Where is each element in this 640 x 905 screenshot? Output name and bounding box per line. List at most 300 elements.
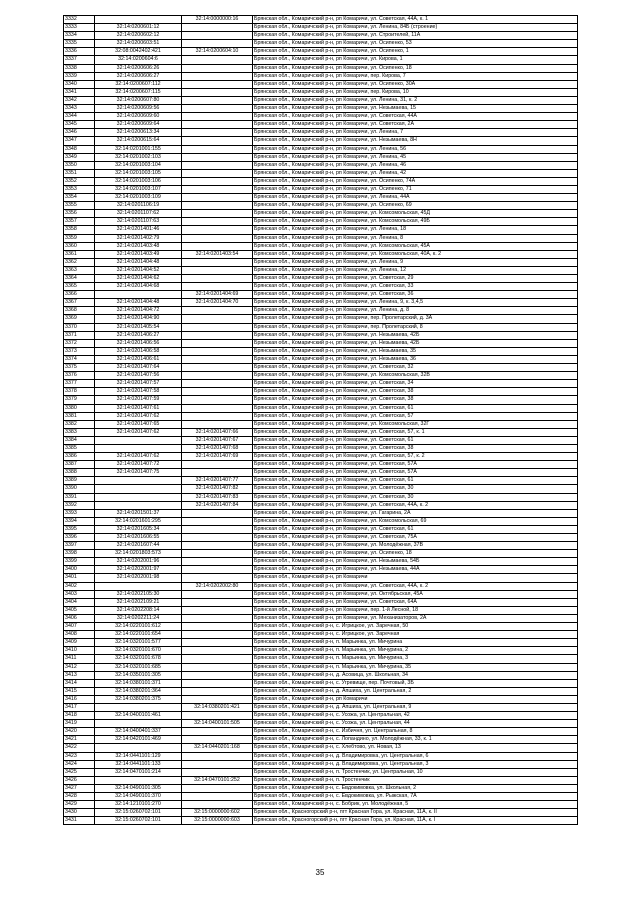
parcel-number-cell: 32:14:0201605:34 xyxy=(95,525,182,533)
object-number-cell xyxy=(182,258,253,266)
row-number-cell: 3340 xyxy=(64,80,95,88)
object-number-cell xyxy=(182,121,253,129)
address-cell: Брянская обл., Комаричский р-н, п. Тростенчик, ул. Центральная, 10 xyxy=(253,768,578,776)
row-number-cell: 3393 xyxy=(64,509,95,517)
row-number-cell: 3383 xyxy=(64,428,95,436)
table-row xyxy=(64,202,578,210)
table-row xyxy=(64,412,578,420)
row-number-cell: 3384 xyxy=(64,436,95,444)
address-cell: Брянская обл., Комаричский р-н, рп Комаричи, ул. Осипенко, 18 xyxy=(253,550,578,558)
address-cell: Брянская обл., Комаричский р-н, рп Комаричи, ул. Советская, 57 xyxy=(253,412,578,420)
parcel-number-cell xyxy=(95,720,182,728)
parcel-number-cell: 32:14:0201407:61 xyxy=(95,404,182,412)
row-number-cell: 3342 xyxy=(64,96,95,104)
table-row xyxy=(64,347,578,355)
parcel-number-cell: 32:14:0201404:48 xyxy=(95,258,182,266)
row-number-cell: 3417 xyxy=(64,703,95,711)
parcel-number-cell: 32:14:0201407:57 xyxy=(95,380,182,388)
table-row xyxy=(64,105,578,113)
object-number-cell xyxy=(182,801,253,809)
parcel-number-cell: 32:14:0350101:305 xyxy=(95,671,182,679)
table-row xyxy=(64,574,578,582)
cadastral-table xyxy=(63,15,578,825)
address-cell: Брянская обл., Комаричский р-н, рп Комаричи, ул. Ленина, 12 xyxy=(253,266,578,274)
address-cell: Брянская обл., Комаричский р-н, п. Марьинка, ул. Мичурина xyxy=(253,639,578,647)
parcel-number-cell: 32:14:0200615:64 xyxy=(95,137,182,145)
table-row xyxy=(64,703,578,711)
row-number-cell: 3402 xyxy=(64,582,95,590)
row-number-cell: 3392 xyxy=(64,501,95,509)
object-number-cell xyxy=(182,80,253,88)
address-cell: Брянская обл., Красногорский р-н, пгт Красная Гора, ул. Красная, 11А, к. I xyxy=(253,817,578,825)
table-row xyxy=(64,736,578,744)
address-cell: Брянская обл., Комаричский р-н, рп Комаричи, ул. Комсомольская, 32Г xyxy=(253,420,578,428)
row-number-cell: 3403 xyxy=(64,590,95,598)
object-number-cell xyxy=(182,614,253,622)
address-cell: Брянская обл., Комаричский р-н, д. Апшиха, ул. Центральная, 9 xyxy=(253,703,578,711)
parcel-number-cell: 32:14:0220101:612 xyxy=(95,623,182,631)
object-number-cell xyxy=(182,655,253,663)
table-row xyxy=(64,590,578,598)
object-number-cell xyxy=(182,266,253,274)
address-cell: Брянская обл., Комаричский р-н, рп Комаричи, ул. Незымаева, 15 xyxy=(253,105,578,113)
table-row xyxy=(64,404,578,412)
address-cell: Брянская обл., Комаричский р-н, с. Игрицкое, ул. Заречная, 50 xyxy=(253,623,578,631)
object-number-cell xyxy=(182,679,253,687)
address-cell: Брянская обл., Комаричский р-н, рп Комаричи, пер. Пролетарский, 8 xyxy=(253,323,578,331)
object-number-cell xyxy=(182,40,253,48)
table-row xyxy=(64,566,578,574)
table-row xyxy=(64,469,578,477)
address-cell: Брянская обл., Комаричский р-н, рп Комаричи, ул. Советская, 30 xyxy=(253,485,578,493)
object-number-cell xyxy=(182,32,253,40)
parcel-number-cell: 32:14:0202211:24 xyxy=(95,614,182,622)
address-cell: Брянская обл., Комаричский р-н, рп Комаричи, ул. Советская, 38 xyxy=(253,444,578,452)
table-row xyxy=(64,24,578,32)
object-number-cell xyxy=(182,525,253,533)
row-number-cell: 3371 xyxy=(64,331,95,339)
address-cell: Брянская обл., Комаричский р-н, рп Комаричи, ул. Незымаева, 42Б xyxy=(253,339,578,347)
parcel-number-cell: 32:14:0200607:115 xyxy=(95,88,182,96)
table-row xyxy=(64,461,578,469)
table-row xyxy=(64,169,578,177)
table-row xyxy=(64,32,578,40)
parcel-number-cell: 32:14:0200609:60 xyxy=(95,113,182,121)
parcel-number-cell: 32:14:0201107:63 xyxy=(95,218,182,226)
address-cell: Брянская обл., Комаричский р-н, д. Владимировка, ул. Центральная, 6 xyxy=(253,752,578,760)
address-cell: Брянская обл., Комаричский р-н, рп Комаричи, ул. Комсомольская, 49Б xyxy=(253,218,578,226)
row-number-cell: 3385 xyxy=(64,444,95,452)
object-number-cell xyxy=(182,177,253,185)
address-cell: Брянская обл., Комаричский р-н, рп Комаричи, ул. Незымаева, 36 xyxy=(253,355,578,363)
row-number-cell: 3364 xyxy=(64,275,95,283)
parcel-number-cell xyxy=(95,485,182,493)
address-cell: Брянская обл., Комаричский р-н, рп Комаричи, ул. Осипенко, 53 xyxy=(253,40,578,48)
parcel-number-cell: 32:14:0201407:59 xyxy=(95,396,182,404)
parcel-number-cell: 32:14:0200601:12 xyxy=(95,24,182,32)
table-row xyxy=(64,96,578,104)
parcel-number-cell: 32:14:0320101:685 xyxy=(95,663,182,671)
address-cell: Брянская обл., Комаричский р-н, рп Комаричи, ул. Строителей, 11А xyxy=(253,32,578,40)
object-number-cell xyxy=(182,469,253,477)
object-number-cell: 32:15:0000000:603 xyxy=(182,817,253,825)
row-number-cell: 3405 xyxy=(64,606,95,614)
address-cell: Брянская обл., Комаричский р-н, рп Комаричи, ул. Советская, 34 xyxy=(253,380,578,388)
table-row xyxy=(64,299,578,307)
table-row xyxy=(64,16,578,24)
parcel-number-cell xyxy=(95,16,182,24)
object-number-cell: 32:14:0201407:77 xyxy=(182,477,253,485)
table-row xyxy=(64,768,578,776)
object-number-cell xyxy=(182,315,253,323)
row-number-cell: 3407 xyxy=(64,623,95,631)
row-number-cell: 3380 xyxy=(64,404,95,412)
parcel-number-cell: 32:14:0200604:6 xyxy=(95,56,182,64)
row-number-cell: 3369 xyxy=(64,315,95,323)
object-number-cell xyxy=(182,550,253,558)
table-row xyxy=(64,793,578,801)
parcel-number-cell: 32:14:0490101:305 xyxy=(95,784,182,792)
parcel-number-cell: 32:14:0200606:27 xyxy=(95,72,182,80)
parcel-number-cell: 32:14:0201404:62 xyxy=(95,275,182,283)
parcel-number-cell xyxy=(95,477,182,485)
parcel-number-cell: 32:14:1210101:270 xyxy=(95,801,182,809)
table-row xyxy=(64,331,578,339)
row-number-cell: 3427 xyxy=(64,784,95,792)
parcel-number-cell: 32:14:0441101:133 xyxy=(95,760,182,768)
parcel-number-cell: 32:14:0320101:577 xyxy=(95,639,182,647)
address-cell: Брянская обл., Комаричский р-н, рп Комаричи, ул. Советская, 38 xyxy=(253,388,578,396)
parcel-number-cell xyxy=(95,291,182,299)
object-number-cell xyxy=(182,194,253,202)
row-number-cell: 3350 xyxy=(64,161,95,169)
parcel-number-cell: 32:14:0201003:105 xyxy=(95,169,182,177)
table-row xyxy=(64,380,578,388)
address-cell: Брянская обл., Комаричский р-н, рп Комаричи, ул. Советская, 44А, к. 2 xyxy=(253,582,578,590)
object-number-cell: 32:14:0201403:54 xyxy=(182,250,253,258)
address-cell: Брянская обл., Комаричский р-н, с. Усожа, ул. Центральная, 44 xyxy=(253,720,578,728)
table-row xyxy=(64,744,578,752)
address-cell: Брянская обл., Комаричский р-н, рп Комаричи, ул. Ленина, 44А xyxy=(253,194,578,202)
object-number-cell xyxy=(182,161,253,169)
object-number-cell xyxy=(182,420,253,428)
table-row xyxy=(64,355,578,363)
object-number-cell xyxy=(182,24,253,32)
address-cell: Брянская обл., Комаричский р-н, рп Комаричи, пер. Кирова, 10 xyxy=(253,88,578,96)
table-row xyxy=(64,712,578,720)
object-number-cell: 32:14:0380201:421 xyxy=(182,703,253,711)
row-number-cell: 3363 xyxy=(64,266,95,274)
object-number-cell xyxy=(182,185,253,193)
address-cell: Брянская обл., Комаричский р-н, п. Марьинка, ул. Мичурина, 2 xyxy=(253,647,578,655)
document-sheet xyxy=(63,15,578,825)
parcel-number-cell: 32:14:0201501:37 xyxy=(95,509,182,517)
address-cell: Брянская обл., Комаричский р-н, рп Комаричи, ул. Советская, 30 xyxy=(253,493,578,501)
table-row xyxy=(64,817,578,825)
parcel-number-cell: 32:15:0260702:101 xyxy=(95,809,182,817)
table-row xyxy=(64,210,578,218)
parcel-number-cell: 32:14:0200607:112 xyxy=(95,80,182,88)
row-number-cell: 3397 xyxy=(64,542,95,550)
table-row xyxy=(64,752,578,760)
object-number-cell xyxy=(182,404,253,412)
table-row xyxy=(64,598,578,606)
object-number-cell: 32:14:0201407:69 xyxy=(182,453,253,461)
table-row xyxy=(64,129,578,137)
row-number-cell: 3353 xyxy=(64,185,95,193)
object-number-cell xyxy=(182,590,253,598)
row-number-cell: 3404 xyxy=(64,598,95,606)
table-row xyxy=(64,420,578,428)
address-cell: Брянская обл., Комаричский р-н, рп Комаричи, пер. Кирова, 7 xyxy=(253,72,578,80)
address-cell: Брянская обл., Комаричский р-н, рп Комаричи, ул. Ленина, 46 xyxy=(253,161,578,169)
parcel-number-cell: 32:14:0200602:12 xyxy=(95,32,182,40)
table-row xyxy=(64,509,578,517)
object-number-cell xyxy=(182,234,253,242)
parcel-number-cell: 32:14:0201803:573 xyxy=(95,550,182,558)
row-number-cell: 3419 xyxy=(64,720,95,728)
object-number-cell xyxy=(182,631,253,639)
object-number-cell: 32:14:0201407:68 xyxy=(182,444,253,452)
table-row xyxy=(64,655,578,663)
table-row xyxy=(64,695,578,703)
address-cell: Брянская обл., Комаричский р-н, с. Евдокимовка, ул. Школьная, 2 xyxy=(253,784,578,792)
address-cell: Брянская обл., Комаричский р-н, рп Комаричи, ул. Осипенко, 69 xyxy=(253,202,578,210)
row-number-cell: 3408 xyxy=(64,631,95,639)
row-number-cell: 3416 xyxy=(64,695,95,703)
table-row xyxy=(64,582,578,590)
parcel-number-cell: 32:14:0201003:107 xyxy=(95,185,182,193)
parcel-number-cell: 32:14:0201407:56 xyxy=(95,372,182,380)
table-row xyxy=(64,153,578,161)
row-number-cell: 3430 xyxy=(64,809,95,817)
parcel-number-cell: 32:14:0202109:21 xyxy=(95,598,182,606)
object-number-cell xyxy=(182,663,253,671)
table-row xyxy=(64,194,578,202)
table-row xyxy=(64,242,578,250)
row-number-cell: 3333 xyxy=(64,24,95,32)
table-row xyxy=(64,291,578,299)
object-number-cell xyxy=(182,202,253,210)
object-number-cell xyxy=(182,396,253,404)
object-number-cell xyxy=(182,355,253,363)
row-number-cell: 3389 xyxy=(64,477,95,485)
object-number-cell xyxy=(182,226,253,234)
table-row xyxy=(64,266,578,274)
object-number-cell xyxy=(182,137,253,145)
address-cell: Брянская обл., Комаричский р-н, п. Тростенчик xyxy=(253,776,578,784)
table-row xyxy=(64,453,578,461)
object-number-cell: 32:14:0201404:70 xyxy=(182,299,253,307)
parcel-number-cell: 32:14:0200606:26 xyxy=(95,64,182,72)
object-number-cell: 32:14:0000000:16 xyxy=(182,16,253,24)
parcel-number-cell: 32:14:0201002:103 xyxy=(95,153,182,161)
object-number-cell xyxy=(182,461,253,469)
parcel-number-cell: 32:14:0202001:96 xyxy=(95,558,182,566)
parcel-number-cell: 32:14:0201407:64 xyxy=(95,364,182,372)
address-cell: Брянская обл., Комаричский р-н, с. Угревище, пер. Почтовый, 3Б xyxy=(253,679,578,687)
table-row xyxy=(64,137,578,145)
table-row xyxy=(64,558,578,566)
row-number-cell: 3426 xyxy=(64,776,95,784)
row-number-cell: 3414 xyxy=(64,679,95,687)
parcel-number-cell xyxy=(95,501,182,509)
table-row xyxy=(64,364,578,372)
object-number-cell: 32:14:0201407:84 xyxy=(182,501,253,509)
row-number-cell: 3412 xyxy=(64,663,95,671)
table-row xyxy=(64,56,578,64)
row-number-cell: 3375 xyxy=(64,364,95,372)
object-number-cell xyxy=(182,712,253,720)
object-number-cell xyxy=(182,623,253,631)
table-row xyxy=(64,88,578,96)
row-number-cell: 3413 xyxy=(64,671,95,679)
parcel-number-cell xyxy=(95,703,182,711)
parcel-number-cell: 32:14:0202208:14 xyxy=(95,606,182,614)
address-cell: Брянская обл., Комаричский р-н, с. Усожа, ул. Центральная, 42 xyxy=(253,712,578,720)
parcel-number-cell xyxy=(95,582,182,590)
table-row xyxy=(64,72,578,80)
row-number-cell: 3373 xyxy=(64,347,95,355)
row-number-cell: 3398 xyxy=(64,550,95,558)
table-row xyxy=(64,534,578,542)
object-number-cell xyxy=(182,388,253,396)
parcel-number-cell: 32:14:0201003:104 xyxy=(95,161,182,169)
parcel-number-cell: 32:14:0420101:469 xyxy=(95,736,182,744)
object-number-cell: 32:14:0201407:83 xyxy=(182,493,253,501)
object-number-cell: 32:14:0440201:168 xyxy=(182,744,253,752)
row-number-cell: 3357 xyxy=(64,218,95,226)
row-number-cell: 3334 xyxy=(64,32,95,40)
parcel-number-cell: 32:14:0201404:52 xyxy=(95,266,182,274)
table-row xyxy=(64,315,578,323)
parcel-number-cell: 32:14:0380201:375 xyxy=(95,695,182,703)
address-cell: Брянская обл., Комаричский р-н, рп Комаричи, ул. Осипенко, 18 xyxy=(253,64,578,72)
address-cell: Брянская обл., Комаричский р-н, с. Избичня, ул. Центральная, 8 xyxy=(253,728,578,736)
row-number-cell: 3352 xyxy=(64,177,95,185)
address-cell: Брянская обл., Комаричский р-н, рп Комаричи, ул. Советская, 64А xyxy=(253,598,578,606)
parcel-number-cell: 32:14:0202001:98 xyxy=(95,574,182,582)
table-row xyxy=(64,64,578,72)
address-cell: Брянская обл., Комаричский р-н, рп Комаричи, ул. Советская, 75А xyxy=(253,534,578,542)
table-row xyxy=(64,501,578,509)
row-number-cell: 3406 xyxy=(64,614,95,622)
object-number-cell: 32:14:0200604:10 xyxy=(182,48,253,56)
row-number-cell: 3395 xyxy=(64,525,95,533)
parcel-number-cell: 32:14:0202001:97 xyxy=(95,566,182,574)
object-number-cell xyxy=(182,542,253,550)
object-number-cell xyxy=(182,153,253,161)
table-row xyxy=(64,623,578,631)
table-row xyxy=(64,801,578,809)
address-cell: Брянская обл., Комаричский р-н, рп Комаричи, ул. Советская, 2А xyxy=(253,121,578,129)
table-row xyxy=(64,339,578,347)
row-number-cell: 3422 xyxy=(64,744,95,752)
table-row xyxy=(64,493,578,501)
row-number-cell: 3355 xyxy=(64,202,95,210)
address-cell: Брянская обл., Комаричский р-н, рп Комаричи, ул. Октябрьская, 45А xyxy=(253,590,578,598)
address-cell: Брянская обл., Комаричский р-н, рп Комаричи, ул. Советская, 32 xyxy=(253,364,578,372)
row-number-cell: 3421 xyxy=(64,736,95,744)
row-number-cell: 3396 xyxy=(64,534,95,542)
object-number-cell xyxy=(182,736,253,744)
table-row xyxy=(64,372,578,380)
object-number-cell xyxy=(182,606,253,614)
row-number-cell: 3400 xyxy=(64,566,95,574)
table-row xyxy=(64,436,578,444)
object-number-cell xyxy=(182,728,253,736)
row-number-cell: 3381 xyxy=(64,412,95,420)
parcel-number-cell: 32:14:0201601:295 xyxy=(95,517,182,525)
parcel-number-cell: 32:15:0260702:101 xyxy=(95,817,182,825)
row-number-cell: 3418 xyxy=(64,712,95,720)
object-number-cell xyxy=(182,793,253,801)
object-number-cell xyxy=(182,242,253,250)
table-row xyxy=(64,477,578,485)
row-number-cell: 3401 xyxy=(64,574,95,582)
object-number-cell: 32:14:0201404:69 xyxy=(182,291,253,299)
address-cell: Брянская обл., Комаричский р-н, с. Бобрик, ул. Молодёжная, 5 xyxy=(253,801,578,809)
row-number-cell: 3358 xyxy=(64,226,95,234)
parcel-number-cell: 32:14:0201403:49 xyxy=(95,250,182,258)
row-number-cell: 3370 xyxy=(64,323,95,331)
row-number-cell: 3345 xyxy=(64,121,95,129)
object-number-cell xyxy=(182,517,253,525)
address-cell: Брянская обл., Комаричский р-н, рп Комаричи, ул. Комсомольская, 40А, к. 2 xyxy=(253,250,578,258)
address-cell: Брянская обл., Комаричский р-н, рп Комаричи, ул. Осипенко, 30А xyxy=(253,80,578,88)
table-body xyxy=(64,16,578,825)
table-row xyxy=(64,687,578,695)
table-row xyxy=(64,40,578,48)
table-row xyxy=(64,121,578,129)
row-number-cell: 3377 xyxy=(64,380,95,388)
row-number-cell: 3361 xyxy=(64,250,95,258)
object-number-cell xyxy=(182,105,253,113)
address-cell: Брянская обл., Комаричский р-н, рп Комаричи, ул. Незымаева, 8Н xyxy=(253,137,578,145)
row-number-cell: 3338 xyxy=(64,64,95,72)
parcel-number-cell: 32:14:0201001:155 xyxy=(95,145,182,153)
address-cell: Брянская обл., Комаричский р-н, рп Комаричи, пер. Пролетарский, д. 3А xyxy=(253,315,578,323)
address-cell: Брянская обл., Комаричский р-н, рп Комаричи, ул. Осипенко, 71 xyxy=(253,185,578,193)
table-row xyxy=(64,663,578,671)
parcel-number-cell: 32:14:0380201:364 xyxy=(95,687,182,695)
object-number-cell xyxy=(182,64,253,72)
parcel-number-cell: 32:14:0201406:58 xyxy=(95,347,182,355)
address-cell: Брянская обл., Комаричский р-н, рп Комаричи, ул. Ленина, 18 xyxy=(253,226,578,234)
address-cell: Брянская обл., Комаричский р-н, рп Комаричи, ул. Советская, 36 xyxy=(253,291,578,299)
object-number-cell xyxy=(182,534,253,542)
address-cell: Брянская обл., Комаричский р-н, рп Комаричи, ул. Советская, 61 xyxy=(253,436,578,444)
row-number-cell: 3372 xyxy=(64,339,95,347)
parcel-number-cell: 32:14:0400101:461 xyxy=(95,712,182,720)
address-cell: Брянская обл., Комаричский р-н, рп Комаричи, ул. Советская, 29 xyxy=(253,275,578,283)
parcel-number-cell: 32:14:0201404:90 xyxy=(95,315,182,323)
address-cell: Брянская обл., Комаричский р-н, рп Комаричи, ул. Ленина, 7 xyxy=(253,129,578,137)
parcel-number-cell: 32:14:0201401:46 xyxy=(95,226,182,234)
object-number-cell xyxy=(182,283,253,291)
address-cell: Брянская обл., Комаричский р-н, рп Комаричи, ул. Комсомольская, 69 xyxy=(253,517,578,525)
object-number-cell xyxy=(182,687,253,695)
parcel-number-cell: 32:14:0201407:62 xyxy=(95,453,182,461)
address-cell: Брянская обл., Комаричский р-н, рп Комаричи, ул. Ленина, 42 xyxy=(253,169,578,177)
row-number-cell: 3409 xyxy=(64,639,95,647)
address-cell: Брянская обл., Комаричский р-н, рп Комаричи, ул. Механизаторов, 2А xyxy=(253,614,578,622)
address-cell: Брянская обл., Комаричский р-н, рп Комаричи xyxy=(253,574,578,582)
row-number-cell: 3346 xyxy=(64,129,95,137)
address-cell: Брянская обл., Комаричский р-н, рп Комаричи, ул. Советская, 38 xyxy=(253,396,578,404)
object-number-cell xyxy=(182,598,253,606)
address-cell: Брянская обл., Комаричский р-н, рп Комаричи, ул. Незымаева, 54Б xyxy=(253,558,578,566)
